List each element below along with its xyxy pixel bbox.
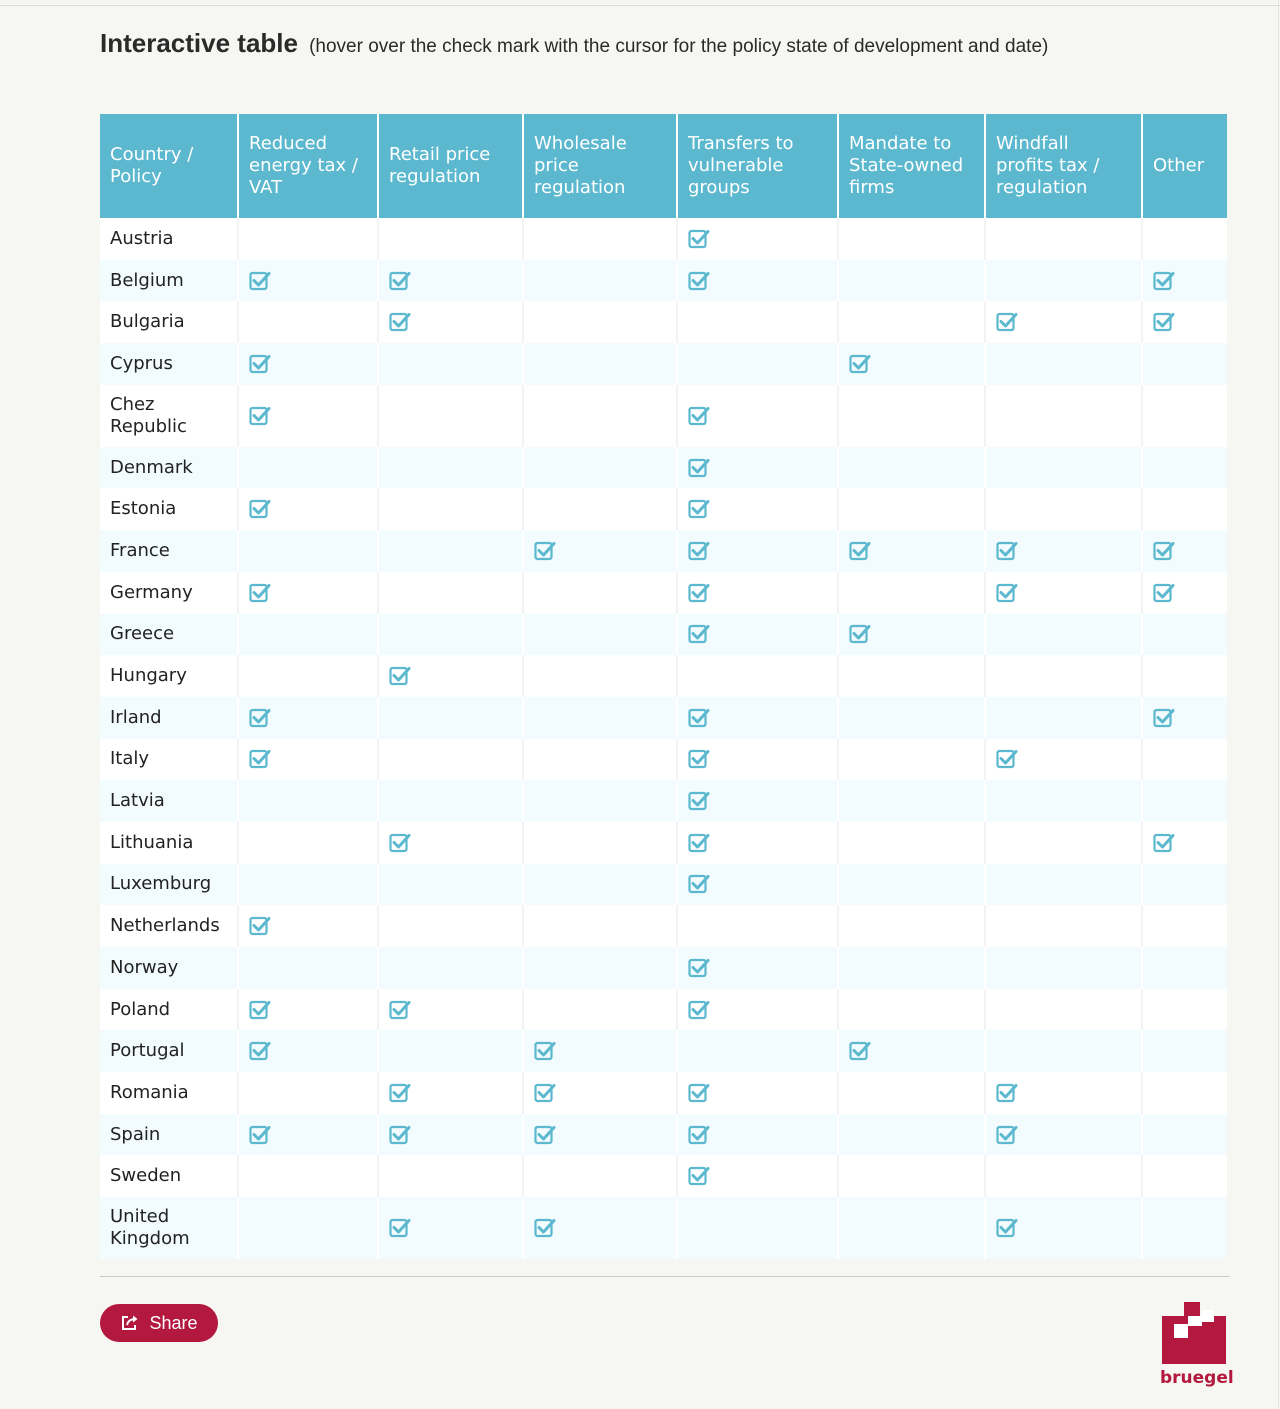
table-row [100, 1197, 1227, 1259]
check-square-icon[interactable] [534, 1217, 556, 1238]
policy-cell [523, 447, 677, 489]
table-row [100, 655, 1227, 697]
check-square-icon[interactable] [688, 498, 710, 519]
policy-cell [238, 1114, 378, 1156]
policy-cell [838, 1155, 985, 1197]
country-cell: Greece [100, 614, 238, 656]
policy-cell [677, 1072, 838, 1114]
policy-cell [838, 739, 985, 781]
check-square-icon[interactable] [249, 405, 271, 426]
policy-cell [378, 739, 523, 781]
check-square-icon[interactable] [534, 540, 556, 561]
policy-cell [985, 301, 1142, 343]
policy-cell [677, 1114, 838, 1156]
policy-cell [838, 447, 985, 489]
check-square-icon[interactable] [249, 748, 271, 769]
column-header: Other [1142, 114, 1227, 218]
check-square-icon[interactable] [688, 582, 710, 603]
policy-cell [378, 697, 523, 739]
policy-cell [378, 989, 523, 1031]
policy-cell [838, 572, 985, 614]
table-row [100, 864, 1227, 906]
policy-cell [985, 488, 1142, 530]
policy-cell [838, 488, 985, 530]
policy-cell [378, 1155, 523, 1197]
table-header-row [100, 114, 1227, 218]
check-square-icon[interactable] [249, 498, 271, 519]
policy-cell [238, 530, 378, 572]
policy-cell [985, 1197, 1142, 1259]
policy-cell [838, 989, 985, 1031]
policy-cell [523, 947, 677, 989]
policy-cell [378, 1114, 523, 1156]
check-square-icon[interactable] [1153, 832, 1175, 853]
policy-cell [523, 1114, 677, 1156]
policy-cell [1142, 218, 1227, 260]
policy-cell [523, 864, 677, 906]
policy-cell [523, 822, 677, 864]
share-button[interactable] [100, 1304, 218, 1342]
policy-cell [677, 780, 838, 822]
policy-cell [985, 385, 1142, 447]
table-body [100, 218, 1227, 1259]
check-square-icon[interactable] [688, 873, 710, 894]
policy-cell [985, 1155, 1142, 1197]
policy-cell [523, 572, 677, 614]
policy-cell [238, 1155, 378, 1197]
table-row [100, 1072, 1227, 1114]
policy-cell [1142, 260, 1227, 302]
check-square-icon[interactable] [389, 832, 411, 853]
policy-cell [238, 989, 378, 1031]
policy-cell [1142, 989, 1227, 1031]
policy-cell [985, 739, 1142, 781]
policy-cell [985, 697, 1142, 739]
policy-cell [838, 905, 985, 947]
policy-cell [838, 947, 985, 989]
table-row [100, 822, 1227, 864]
check-square-icon[interactable] [688, 623, 710, 644]
page-title: Interactive table [100, 28, 298, 58]
policy-cell [838, 1114, 985, 1156]
country-cell: Lithuania [100, 822, 238, 864]
column-header: Transfers to vulnerable groups [677, 114, 838, 218]
policy-cell [985, 447, 1142, 489]
policy-cell [985, 655, 1142, 697]
country-cell: Bulgaria [100, 301, 238, 343]
policy-cell [838, 822, 985, 864]
policy-cell [378, 260, 523, 302]
policy-cell [985, 260, 1142, 302]
policy-cell [238, 1072, 378, 1114]
policy-cell [677, 218, 838, 260]
country-cell: Spain [100, 1114, 238, 1156]
table-row [100, 1155, 1227, 1197]
policy-cell [1142, 1030, 1227, 1072]
check-square-icon[interactable] [249, 1124, 271, 1145]
check-square-icon[interactable] [996, 311, 1018, 332]
country-cell: Romania [100, 1072, 238, 1114]
policy-cell [677, 655, 838, 697]
country-cell: Germany [100, 572, 238, 614]
country-cell: Denmark [100, 447, 238, 489]
policy-cell [238, 947, 378, 989]
table-row [100, 218, 1227, 260]
policy-cell [677, 530, 838, 572]
policy-cell [985, 530, 1142, 572]
policy-cell [523, 385, 677, 447]
bottom-divider [100, 1276, 1230, 1277]
policy-cell [238, 343, 378, 385]
policy-cell [838, 385, 985, 447]
column-header: Country / Policy [100, 114, 238, 218]
table-row [100, 260, 1227, 302]
check-square-icon[interactable] [249, 915, 271, 936]
check-square-icon[interactable] [996, 540, 1018, 561]
table-row [100, 1030, 1227, 1072]
policy-cell [238, 572, 378, 614]
check-square-icon[interactable] [1153, 707, 1175, 728]
policy-cell [985, 614, 1142, 656]
country-cell: Estonia [100, 488, 238, 530]
check-square-icon[interactable] [688, 1082, 710, 1103]
policy-cell [838, 301, 985, 343]
check-square-icon[interactable] [389, 999, 411, 1020]
policy-cell [378, 864, 523, 906]
check-square-icon[interactable] [688, 457, 710, 478]
policy-cell [378, 385, 523, 447]
table-row [100, 989, 1227, 1031]
policy-cell [677, 488, 838, 530]
policy-cell [238, 655, 378, 697]
policy-cell [677, 447, 838, 489]
policy-cell [238, 218, 378, 260]
policy-cell [677, 572, 838, 614]
policy-cell [838, 655, 985, 697]
policy-cell [838, 1030, 985, 1072]
check-square-icon[interactable] [688, 270, 710, 291]
country-cell: United Kingdom [100, 1197, 238, 1259]
column-header: Wholesale price regulation [523, 114, 677, 218]
check-square-icon[interactable] [389, 1124, 411, 1145]
table-row [100, 488, 1227, 530]
policy-cell [523, 343, 677, 385]
policy-cell [838, 260, 985, 302]
policy-cell [985, 864, 1142, 906]
check-square-icon[interactable] [688, 540, 710, 561]
check-square-icon[interactable] [849, 353, 871, 374]
policy-cell [523, 1197, 677, 1259]
table-row [100, 905, 1227, 947]
policy-cell [378, 218, 523, 260]
check-square-icon[interactable] [1153, 540, 1175, 561]
check-square-icon[interactable] [249, 353, 271, 374]
policy-cell [985, 572, 1142, 614]
share-icon [120, 1314, 140, 1332]
column-header: Windfall profits tax / regulation [985, 114, 1142, 218]
policy-cell [378, 822, 523, 864]
policy-cell [378, 343, 523, 385]
policy-cell [677, 1155, 838, 1197]
check-square-icon[interactable] [688, 1165, 710, 1186]
policy-cell [1142, 343, 1227, 385]
country-cell: Sweden [100, 1155, 238, 1197]
policy-cell [985, 343, 1142, 385]
column-header: Mandate to State-owned firms [838, 114, 985, 218]
policy-cell [1142, 1197, 1227, 1259]
check-square-icon[interactable] [996, 1217, 1018, 1238]
policy-cell [677, 1197, 838, 1259]
policy-cell [1142, 697, 1227, 739]
check-square-icon[interactable] [249, 270, 271, 291]
check-square-icon[interactable] [389, 1217, 411, 1238]
policy-cell [378, 655, 523, 697]
policy-cell [677, 385, 838, 447]
policy-cell [677, 260, 838, 302]
policy-cell [523, 301, 677, 343]
bruegel-logo[interactable] [1160, 1302, 1232, 1394]
policy-cell [238, 260, 378, 302]
policy-cell [523, 655, 677, 697]
policy-cell [238, 780, 378, 822]
policy-cell [677, 739, 838, 781]
policy-cell [985, 989, 1142, 1031]
country-cell: Luxemburg [100, 864, 238, 906]
policy-cell [1142, 864, 1227, 906]
policy-cell [985, 1030, 1142, 1072]
policy-cell [378, 905, 523, 947]
policy-cell [1142, 530, 1227, 572]
policy-cell [1142, 488, 1227, 530]
policy-cell [238, 739, 378, 781]
policy-cell [523, 697, 677, 739]
policy-cell [378, 1030, 523, 1072]
policy-cell [238, 697, 378, 739]
policy-cell [677, 905, 838, 947]
check-square-icon[interactable] [1153, 270, 1175, 291]
check-square-icon[interactable] [1153, 582, 1175, 603]
policy-cell [677, 822, 838, 864]
check-square-icon[interactable] [688, 1124, 710, 1145]
country-cell: Latvia [100, 780, 238, 822]
country-cell: Poland [100, 989, 238, 1031]
policy-cell [523, 488, 677, 530]
policy-cell [838, 218, 985, 260]
policy-cell [677, 1030, 838, 1072]
policy-cell [838, 697, 985, 739]
country-cell: Hungary [100, 655, 238, 697]
policy-cell [523, 780, 677, 822]
policy-cell [523, 989, 677, 1031]
policy-cell [523, 739, 677, 781]
policy-cell [378, 1197, 523, 1259]
policy-cell [523, 218, 677, 260]
policy-cell [523, 1072, 677, 1114]
policy-cell [677, 614, 838, 656]
check-square-icon[interactable] [389, 270, 411, 291]
check-square-icon[interactable] [688, 228, 710, 249]
policy-cell [523, 1155, 677, 1197]
table-row [100, 385, 1227, 447]
check-square-icon[interactable] [688, 790, 710, 811]
check-square-icon[interactable] [688, 405, 710, 426]
check-square-icon[interactable] [688, 748, 710, 769]
policy-cell [985, 1072, 1142, 1114]
policy-cell [838, 864, 985, 906]
policy-cell [1142, 905, 1227, 947]
country-cell: Italy [100, 739, 238, 781]
check-square-icon[interactable] [1153, 311, 1175, 332]
country-cell: Netherlands [100, 905, 238, 947]
policy-cell [1142, 947, 1227, 989]
policy-cell [838, 1197, 985, 1259]
policy-cell [238, 1197, 378, 1259]
policy-cell [985, 218, 1142, 260]
policy-cell [1142, 739, 1227, 781]
policy-cell [838, 780, 985, 822]
bruegel-logo-mark [1160, 1302, 1232, 1368]
policy-cell [838, 1072, 985, 1114]
check-square-icon[interactable] [849, 540, 871, 561]
check-square-icon[interactable] [996, 1082, 1018, 1103]
column-header: Retail price regulation [378, 114, 523, 218]
country-cell: Chez Republic [100, 385, 238, 447]
check-square-icon[interactable] [849, 623, 871, 644]
policy-cell [238, 301, 378, 343]
policy-cell [985, 1114, 1142, 1156]
check-square-icon[interactable] [688, 707, 710, 728]
country-cell: Portugal [100, 1030, 238, 1072]
check-square-icon[interactable] [534, 1082, 556, 1103]
policy-cell [378, 447, 523, 489]
policy-cell [677, 301, 838, 343]
policy-cell [985, 822, 1142, 864]
policy-cell [1142, 572, 1227, 614]
check-square-icon[interactable] [688, 957, 710, 978]
table-row [100, 697, 1227, 739]
table-row [100, 947, 1227, 989]
table-row [100, 614, 1227, 656]
table-row [100, 447, 1227, 489]
policy-cell [1142, 780, 1227, 822]
policy-cell [238, 447, 378, 489]
policy-cell [523, 260, 677, 302]
policy-cell [523, 1030, 677, 1072]
table-row [100, 530, 1227, 572]
check-square-icon[interactable] [849, 1040, 871, 1061]
policy-cell [677, 343, 838, 385]
policy-cell [378, 488, 523, 530]
check-square-icon[interactable] [996, 1124, 1018, 1145]
column-header: Reduced energy tax / VAT [238, 114, 378, 218]
policy-cell [1142, 655, 1227, 697]
table-row [100, 343, 1227, 385]
policy-cell [677, 947, 838, 989]
policy-cell [838, 614, 985, 656]
policy-cell [378, 572, 523, 614]
check-square-icon[interactable] [688, 832, 710, 853]
policy-cell [1142, 301, 1227, 343]
policy-cell [677, 697, 838, 739]
country-cell: Austria [100, 218, 238, 260]
policy-cell [378, 614, 523, 656]
country-cell: Irland [100, 697, 238, 739]
policy-cell [523, 530, 677, 572]
policy-cell [238, 822, 378, 864]
policy-cell [1142, 614, 1227, 656]
check-square-icon[interactable] [249, 582, 271, 603]
table-row [100, 1114, 1227, 1156]
policy-cell [523, 905, 677, 947]
check-square-icon[interactable] [389, 665, 411, 686]
policy-table [100, 114, 1227, 1259]
policy-cell [238, 864, 378, 906]
right-edge-divider [1278, 0, 1279, 1409]
share-label: Share [149, 1312, 198, 1333]
policy-cell [838, 530, 985, 572]
policy-cell [238, 488, 378, 530]
top-divider [0, 5, 1280, 6]
check-square-icon[interactable] [389, 311, 411, 332]
country-cell: Norway [100, 947, 238, 989]
bruegel-logo-text: bruegel [1160, 1368, 1234, 1388]
check-square-icon[interactable] [249, 707, 271, 728]
policy-cell [985, 905, 1142, 947]
check-square-icon[interactable] [996, 582, 1018, 603]
table-title [100, 28, 1240, 59]
policy-cell [238, 905, 378, 947]
check-square-icon[interactable] [688, 999, 710, 1020]
table-row [100, 739, 1227, 781]
table-row [100, 572, 1227, 614]
check-square-icon[interactable] [249, 999, 271, 1020]
policy-cell [1142, 1155, 1227, 1197]
policy-cell [378, 1072, 523, 1114]
policy-cell [238, 385, 378, 447]
policy-cell [838, 343, 985, 385]
policy-cell [1142, 385, 1227, 447]
check-square-icon[interactable] [249, 1040, 271, 1061]
page-subtitle: (hover over the check mark with the cursor for the policy state of development and date) [309, 36, 1049, 57]
policy-cell [1142, 822, 1227, 864]
country-cell: Cyprus [100, 343, 238, 385]
table-row [100, 780, 1227, 822]
country-cell: Belgium [100, 260, 238, 302]
policy-cell [1142, 1072, 1227, 1114]
policy-cell [677, 864, 838, 906]
policy-cell [985, 780, 1142, 822]
policy-cell [1142, 447, 1227, 489]
policy-cell [238, 1030, 378, 1072]
policy-cell [1142, 1114, 1227, 1156]
policy-cell [238, 614, 378, 656]
table-row [100, 301, 1227, 343]
policy-cell [523, 614, 677, 656]
check-square-icon[interactable] [996, 748, 1018, 769]
policy-cell [378, 780, 523, 822]
country-cell: France [100, 530, 238, 572]
check-square-icon[interactable] [534, 1040, 556, 1061]
policy-cell [677, 989, 838, 1031]
check-square-icon[interactable] [534, 1124, 556, 1145]
policy-cell [378, 947, 523, 989]
policy-cell [378, 530, 523, 572]
check-square-icon[interactable] [389, 1082, 411, 1103]
policy-cell [985, 947, 1142, 989]
policy-cell [378, 301, 523, 343]
